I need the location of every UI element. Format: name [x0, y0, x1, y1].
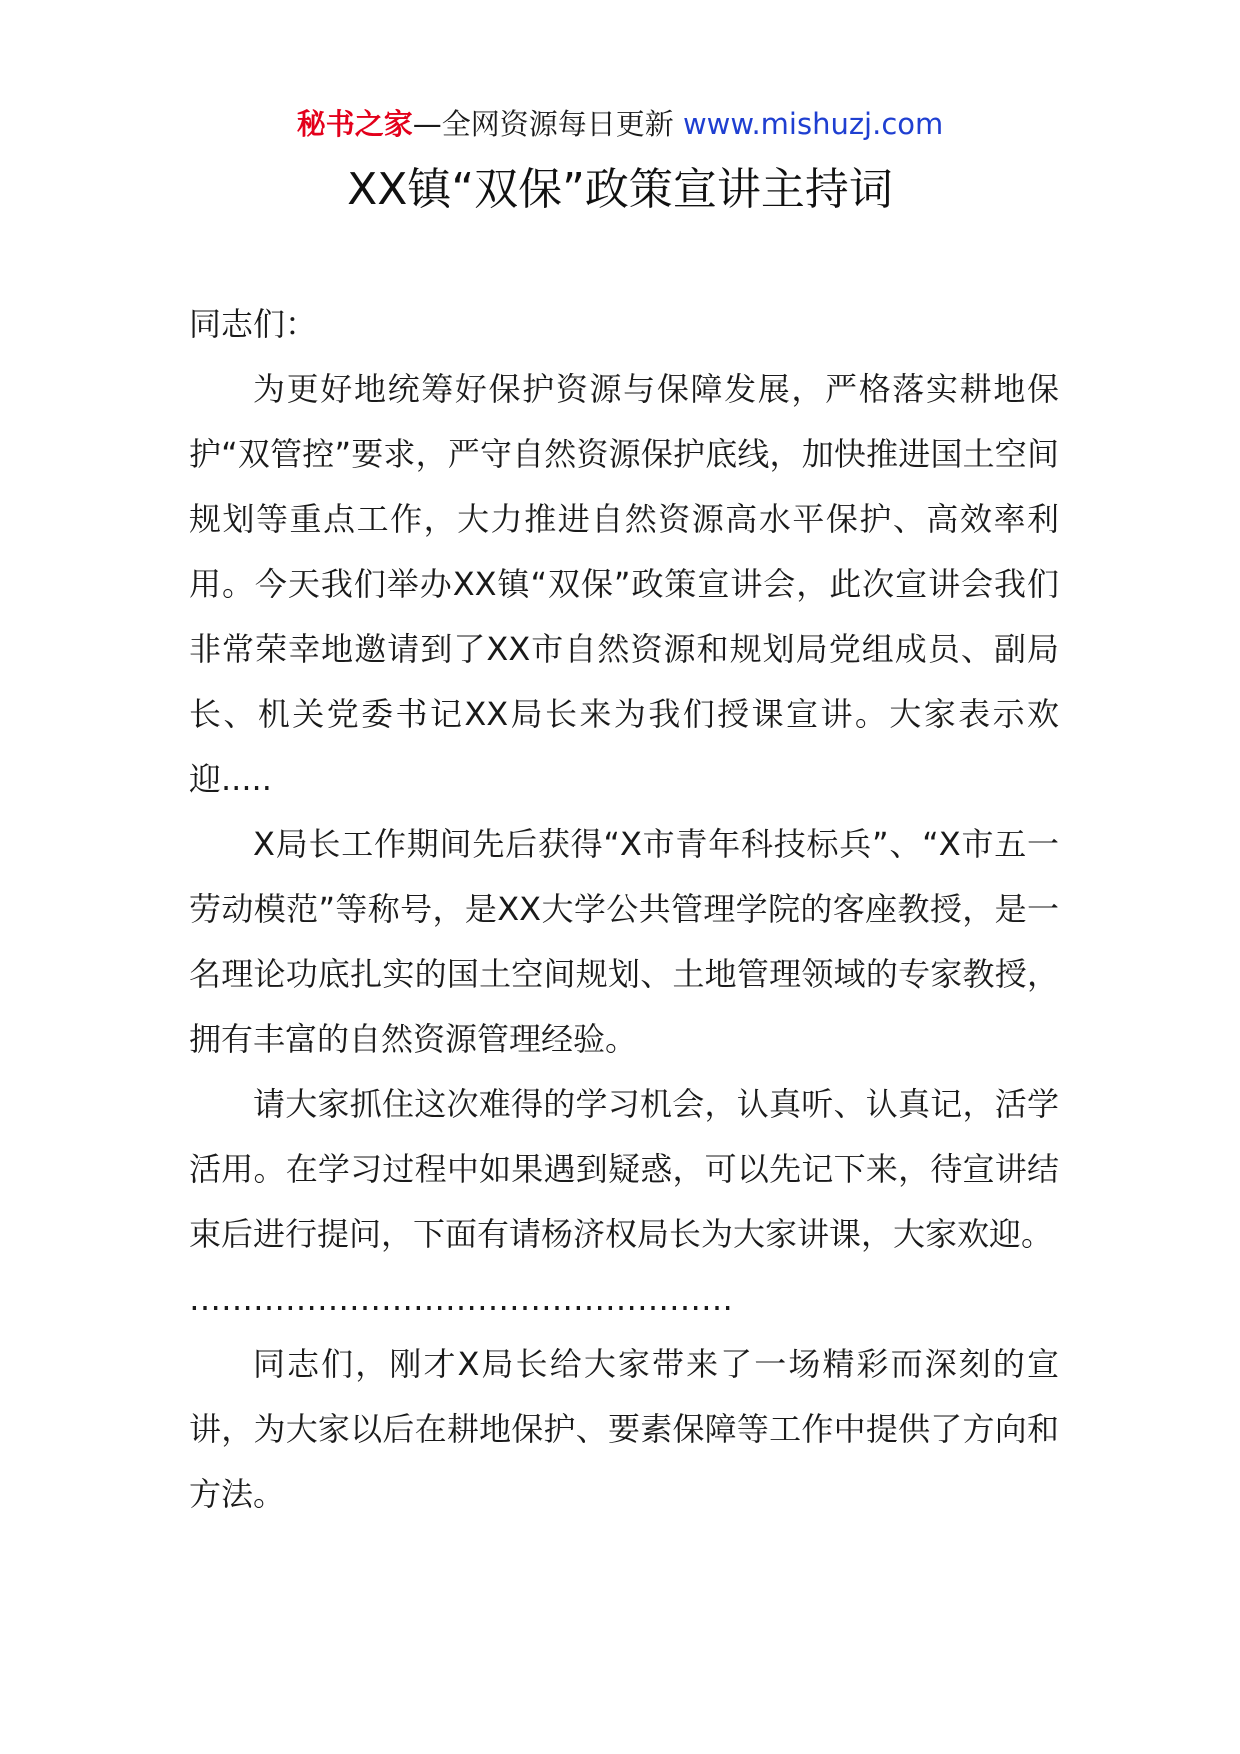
site-url-link[interactable]: www.mishuzj.com	[682, 107, 944, 141]
paragraph-closing: 同志们，刚才X局长给大家带来了一场精彩而深刻的宣讲，为大家以后在耕地保护、要素保障等工作中提供了方向和方法。	[189, 1345, 1059, 1513]
paragraph-speaker-bio: X局长工作期间先后获得“X市青年科技标兵”、“X市五一劳动模范”等称号，是XX大学公共管理学院的客座教授，是一名理论功底扎实的国土空间规划、土地管理领域的专家教授，拥有丰富的自然资源管理经验。	[189, 825, 1059, 1058]
paragraph-intro: 为更好地统筹好保护资源与保障发展，严格落实耕地保护“双管控”要求，严守自然资源保护底线，加快推进国土空间规划等重点工作，大力推进自然资源高水平保护、高效率利用。今天我们举办XX镇“双保”政策宣讲会，此次宣讲会我们非常荣幸地邀请到了XX市自然资源和规划局党组成员、副局长、机关党委书记XX局长来为我们授课宣讲。大家表示欢迎.....	[189, 370, 1059, 798]
banner-slogan: —全网资源每日更新	[412, 107, 683, 141]
document-title: XX镇“双保”政策宣讲主持词	[347, 164, 893, 215]
brand-name: 秘书之家	[296, 107, 413, 141]
section-separator: ……………………………………………	[189, 1280, 733, 1318]
site-banner	[0, 104, 1240, 144]
paragraph-invitation: 请大家抓住这次难得的学习机会，认真听、认真记，活学活用。在学习过程中如果遇到疑惑，可以先记下来，待宣讲结束后进行提问，下面有请杨济权局长为大家讲课，大家欢迎。	[189, 1085, 1059, 1253]
document-body	[189, 292, 1059, 1527]
salutation: 同志们：	[189, 305, 318, 343]
